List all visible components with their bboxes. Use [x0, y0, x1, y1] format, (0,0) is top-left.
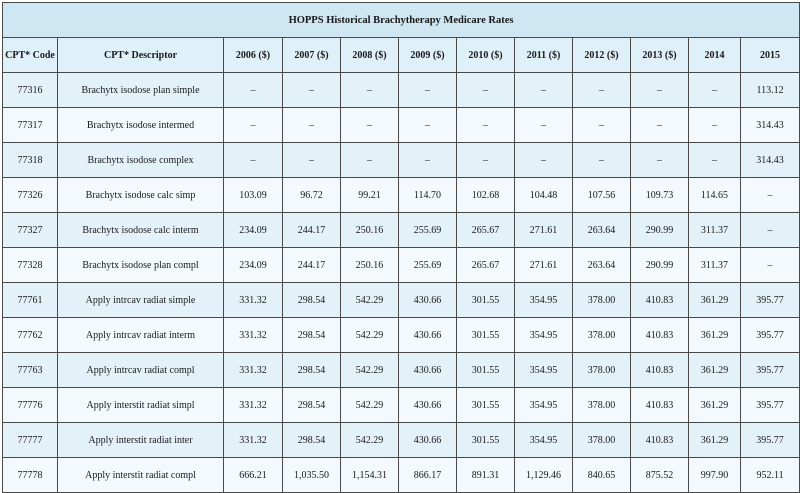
rate-cell: 378.00 [573, 318, 631, 353]
rate-cell: – [283, 108, 341, 143]
rate-cell: 542.29 [341, 353, 399, 388]
rate-cell: 542.29 [341, 318, 399, 353]
rate-cell: 410.83 [631, 423, 689, 458]
table-title: HOPPS Historical Brachytherapy Medicare Rates [3, 3, 800, 38]
rate-cell: 361.29 [689, 283, 741, 318]
rate-cell: – [741, 248, 800, 283]
table-row [3, 353, 800, 388]
rate-cell: – [689, 108, 741, 143]
rate-cell: 354.95 [515, 318, 573, 353]
rate-cell: 244.17 [283, 248, 341, 283]
rate-cell: 298.54 [283, 388, 341, 423]
rate-cell: – [224, 143, 283, 178]
rate-cell: 96.72 [283, 178, 341, 213]
rate-cell: 107.56 [573, 178, 631, 213]
rate-cell: – [573, 108, 631, 143]
rate-cell: 265.67 [457, 213, 515, 248]
rate-cell: 395.77 [741, 283, 800, 318]
rate-cell: 244.17 [283, 213, 341, 248]
rate-cell: – [741, 213, 800, 248]
rate-cell: – [341, 143, 399, 178]
rate-cell: 311.37 [689, 248, 741, 283]
column-header: 2009 ($) [399, 38, 457, 73]
rate-cell: 250.16 [341, 248, 399, 283]
cpt-descriptor-cell: Apply intrcav radiat interm [58, 318, 224, 353]
rate-cell: 102.68 [457, 178, 515, 213]
rate-cell: 354.95 [515, 353, 573, 388]
rate-cell: – [224, 73, 283, 108]
cpt-code-cell: 77778 [3, 458, 58, 493]
column-header: CPT* Code [3, 38, 58, 73]
rate-cell: 271.61 [515, 248, 573, 283]
cpt-descriptor-cell: Apply intrcav radiat compl [58, 353, 224, 388]
table-row [3, 73, 800, 108]
rate-cell: 430.66 [399, 283, 457, 318]
column-header: 2013 ($) [631, 38, 689, 73]
rate-cell: 331.32 [224, 388, 283, 423]
rate-cell: 378.00 [573, 283, 631, 318]
cpt-descriptor-cell: Brachytx isodose plan simple [58, 73, 224, 108]
table-body [3, 73, 800, 493]
column-header: 2008 ($) [341, 38, 399, 73]
cpt-descriptor-cell: Brachytx isodose calc simp [58, 178, 224, 213]
rate-cell: 430.66 [399, 423, 457, 458]
rate-cell: 1,154.31 [341, 458, 399, 493]
rate-cell: – [399, 143, 457, 178]
rate-cell: 301.55 [457, 283, 515, 318]
column-header: 2012 ($) [573, 38, 631, 73]
cpt-descriptor-cell: Brachytx isodose intermed [58, 108, 224, 143]
cpt-code-cell: 77327 [3, 213, 58, 248]
medicare-rates-table [2, 2, 800, 493]
rate-cell: 331.32 [224, 283, 283, 318]
table-row [3, 318, 800, 353]
rate-cell: – [515, 108, 573, 143]
rate-cell: – [283, 73, 341, 108]
rate-cell: 109.73 [631, 178, 689, 213]
rate-cell: 410.83 [631, 283, 689, 318]
rate-cell: 298.54 [283, 283, 341, 318]
rate-cell: 542.29 [341, 388, 399, 423]
cpt-descriptor-cell: Brachytx isodose complex [58, 143, 224, 178]
rate-cell: – [741, 178, 800, 213]
column-header: 2010 ($) [457, 38, 515, 73]
cpt-code-cell: 77761 [3, 283, 58, 318]
rate-cell: 378.00 [573, 423, 631, 458]
cpt-code-cell: 77317 [3, 108, 58, 143]
rate-cell: 114.65 [689, 178, 741, 213]
rate-cell: 410.83 [631, 318, 689, 353]
rate-cell: 311.37 [689, 213, 741, 248]
rate-cell: 430.66 [399, 388, 457, 423]
rate-cell: – [631, 108, 689, 143]
rate-cell: – [399, 73, 457, 108]
cpt-descriptor-cell: Apply interstit radiat simpl [58, 388, 224, 423]
rate-cell: – [457, 143, 515, 178]
rate-cell: 891.31 [457, 458, 515, 493]
rate-cell: 866.17 [399, 458, 457, 493]
rate-cell: 290.99 [631, 248, 689, 283]
rate-cell: 331.32 [224, 353, 283, 388]
cpt-descriptor-cell: Apply interstit radiat compl [58, 458, 224, 493]
rate-cell: 331.32 [224, 318, 283, 353]
cpt-code-cell: 77763 [3, 353, 58, 388]
column-header: 2006 ($) [224, 38, 283, 73]
rate-cell: 395.77 [741, 318, 800, 353]
rate-cell: 255.69 [399, 248, 457, 283]
cpt-descriptor-cell: Brachytx isodose calc interm [58, 213, 224, 248]
rate-cell: 301.55 [457, 353, 515, 388]
cpt-code-cell: 77777 [3, 423, 58, 458]
rate-cell: 99.21 [341, 178, 399, 213]
rate-cell: – [457, 73, 515, 108]
rate-cell: 250.16 [341, 213, 399, 248]
rate-cell: 234.09 [224, 248, 283, 283]
rate-cell: – [631, 73, 689, 108]
rate-cell: 114.70 [399, 178, 457, 213]
rate-cell: 430.66 [399, 353, 457, 388]
table-row [3, 388, 800, 423]
rate-cell: – [457, 108, 515, 143]
table-row [3, 178, 800, 213]
rate-cell: 542.29 [341, 423, 399, 458]
rate-cell: 395.77 [741, 423, 800, 458]
cpt-descriptor-cell: Apply intrcav radiat simple [58, 283, 224, 318]
rate-cell: – [399, 108, 457, 143]
rate-cell: 378.00 [573, 388, 631, 423]
rate-cell: 354.95 [515, 423, 573, 458]
rate-cell: 354.95 [515, 283, 573, 318]
column-header: 2015 [741, 38, 800, 73]
table-row [3, 283, 800, 318]
rate-cell: 265.67 [457, 248, 515, 283]
cpt-code-cell: 77762 [3, 318, 58, 353]
cpt-descriptor-cell: Brachytx isodose plan compl [58, 248, 224, 283]
rate-cell: 298.54 [283, 353, 341, 388]
rate-cell: 331.32 [224, 423, 283, 458]
rate-cell: 430.66 [399, 318, 457, 353]
rate-cell: 542.29 [341, 283, 399, 318]
rate-cell: 301.55 [457, 388, 515, 423]
cpt-descriptor-cell: Apply interstit radiat inter [58, 423, 224, 458]
rate-cell: 234.09 [224, 213, 283, 248]
rate-cell: 840.65 [573, 458, 631, 493]
rate-cell: – [341, 108, 399, 143]
column-header: CPT* Descriptor [58, 38, 224, 73]
rate-cell: – [224, 108, 283, 143]
table-row [3, 423, 800, 458]
rate-cell: 298.54 [283, 318, 341, 353]
cpt-code-cell: 77328 [3, 248, 58, 283]
rate-cell: – [283, 143, 341, 178]
rate-cell: 666.21 [224, 458, 283, 493]
rate-cell: 314.43 [741, 143, 800, 178]
rate-cell: 104.48 [515, 178, 573, 213]
rate-cell: 263.64 [573, 213, 631, 248]
table-row [3, 213, 800, 248]
column-header: 2014 [689, 38, 741, 73]
rate-cell: – [515, 143, 573, 178]
rate-cell: 290.99 [631, 213, 689, 248]
rate-cell: 361.29 [689, 423, 741, 458]
rate-cell: 395.77 [741, 353, 800, 388]
rate-cell: – [573, 73, 631, 108]
column-header-row [3, 38, 800, 73]
table-row [3, 108, 800, 143]
rate-cell: 361.29 [689, 388, 741, 423]
rate-cell: 875.52 [631, 458, 689, 493]
rate-cell: 301.55 [457, 318, 515, 353]
rate-cell: – [689, 73, 741, 108]
rate-cell: 255.69 [399, 213, 457, 248]
rate-cell: 997.90 [689, 458, 741, 493]
rate-cell: 298.54 [283, 423, 341, 458]
rate-cell: 361.29 [689, 318, 741, 353]
rate-cell: – [341, 73, 399, 108]
rate-cell: 410.83 [631, 388, 689, 423]
table-title-row [3, 3, 800, 38]
table-row [3, 248, 800, 283]
rate-cell: 1,129.46 [515, 458, 573, 493]
table-row [3, 143, 800, 178]
table-row [3, 458, 800, 493]
rate-cell: 314.43 [741, 108, 800, 143]
cpt-code-cell: 77776 [3, 388, 58, 423]
cpt-code-cell: 77326 [3, 178, 58, 213]
column-header: 2011 ($) [515, 38, 573, 73]
rate-cell: 354.95 [515, 388, 573, 423]
rate-cell: 301.55 [457, 423, 515, 458]
rate-cell: 103.09 [224, 178, 283, 213]
rate-cell: – [573, 143, 631, 178]
cpt-code-cell: 77318 [3, 143, 58, 178]
rate-cell: 361.29 [689, 353, 741, 388]
rate-cell: – [631, 143, 689, 178]
rate-cell: 395.77 [741, 388, 800, 423]
cpt-code-cell: 77316 [3, 73, 58, 108]
rate-cell: 113.12 [741, 73, 800, 108]
rate-cell: 271.61 [515, 213, 573, 248]
rate-cell: 263.64 [573, 248, 631, 283]
rate-cell: – [515, 73, 573, 108]
rate-cell: – [689, 143, 741, 178]
rate-cell: 410.83 [631, 353, 689, 388]
column-header: 2007 ($) [283, 38, 341, 73]
rate-cell: 1,035.50 [283, 458, 341, 493]
rate-cell: 378.00 [573, 353, 631, 388]
rate-cell: 952.11 [741, 458, 800, 493]
